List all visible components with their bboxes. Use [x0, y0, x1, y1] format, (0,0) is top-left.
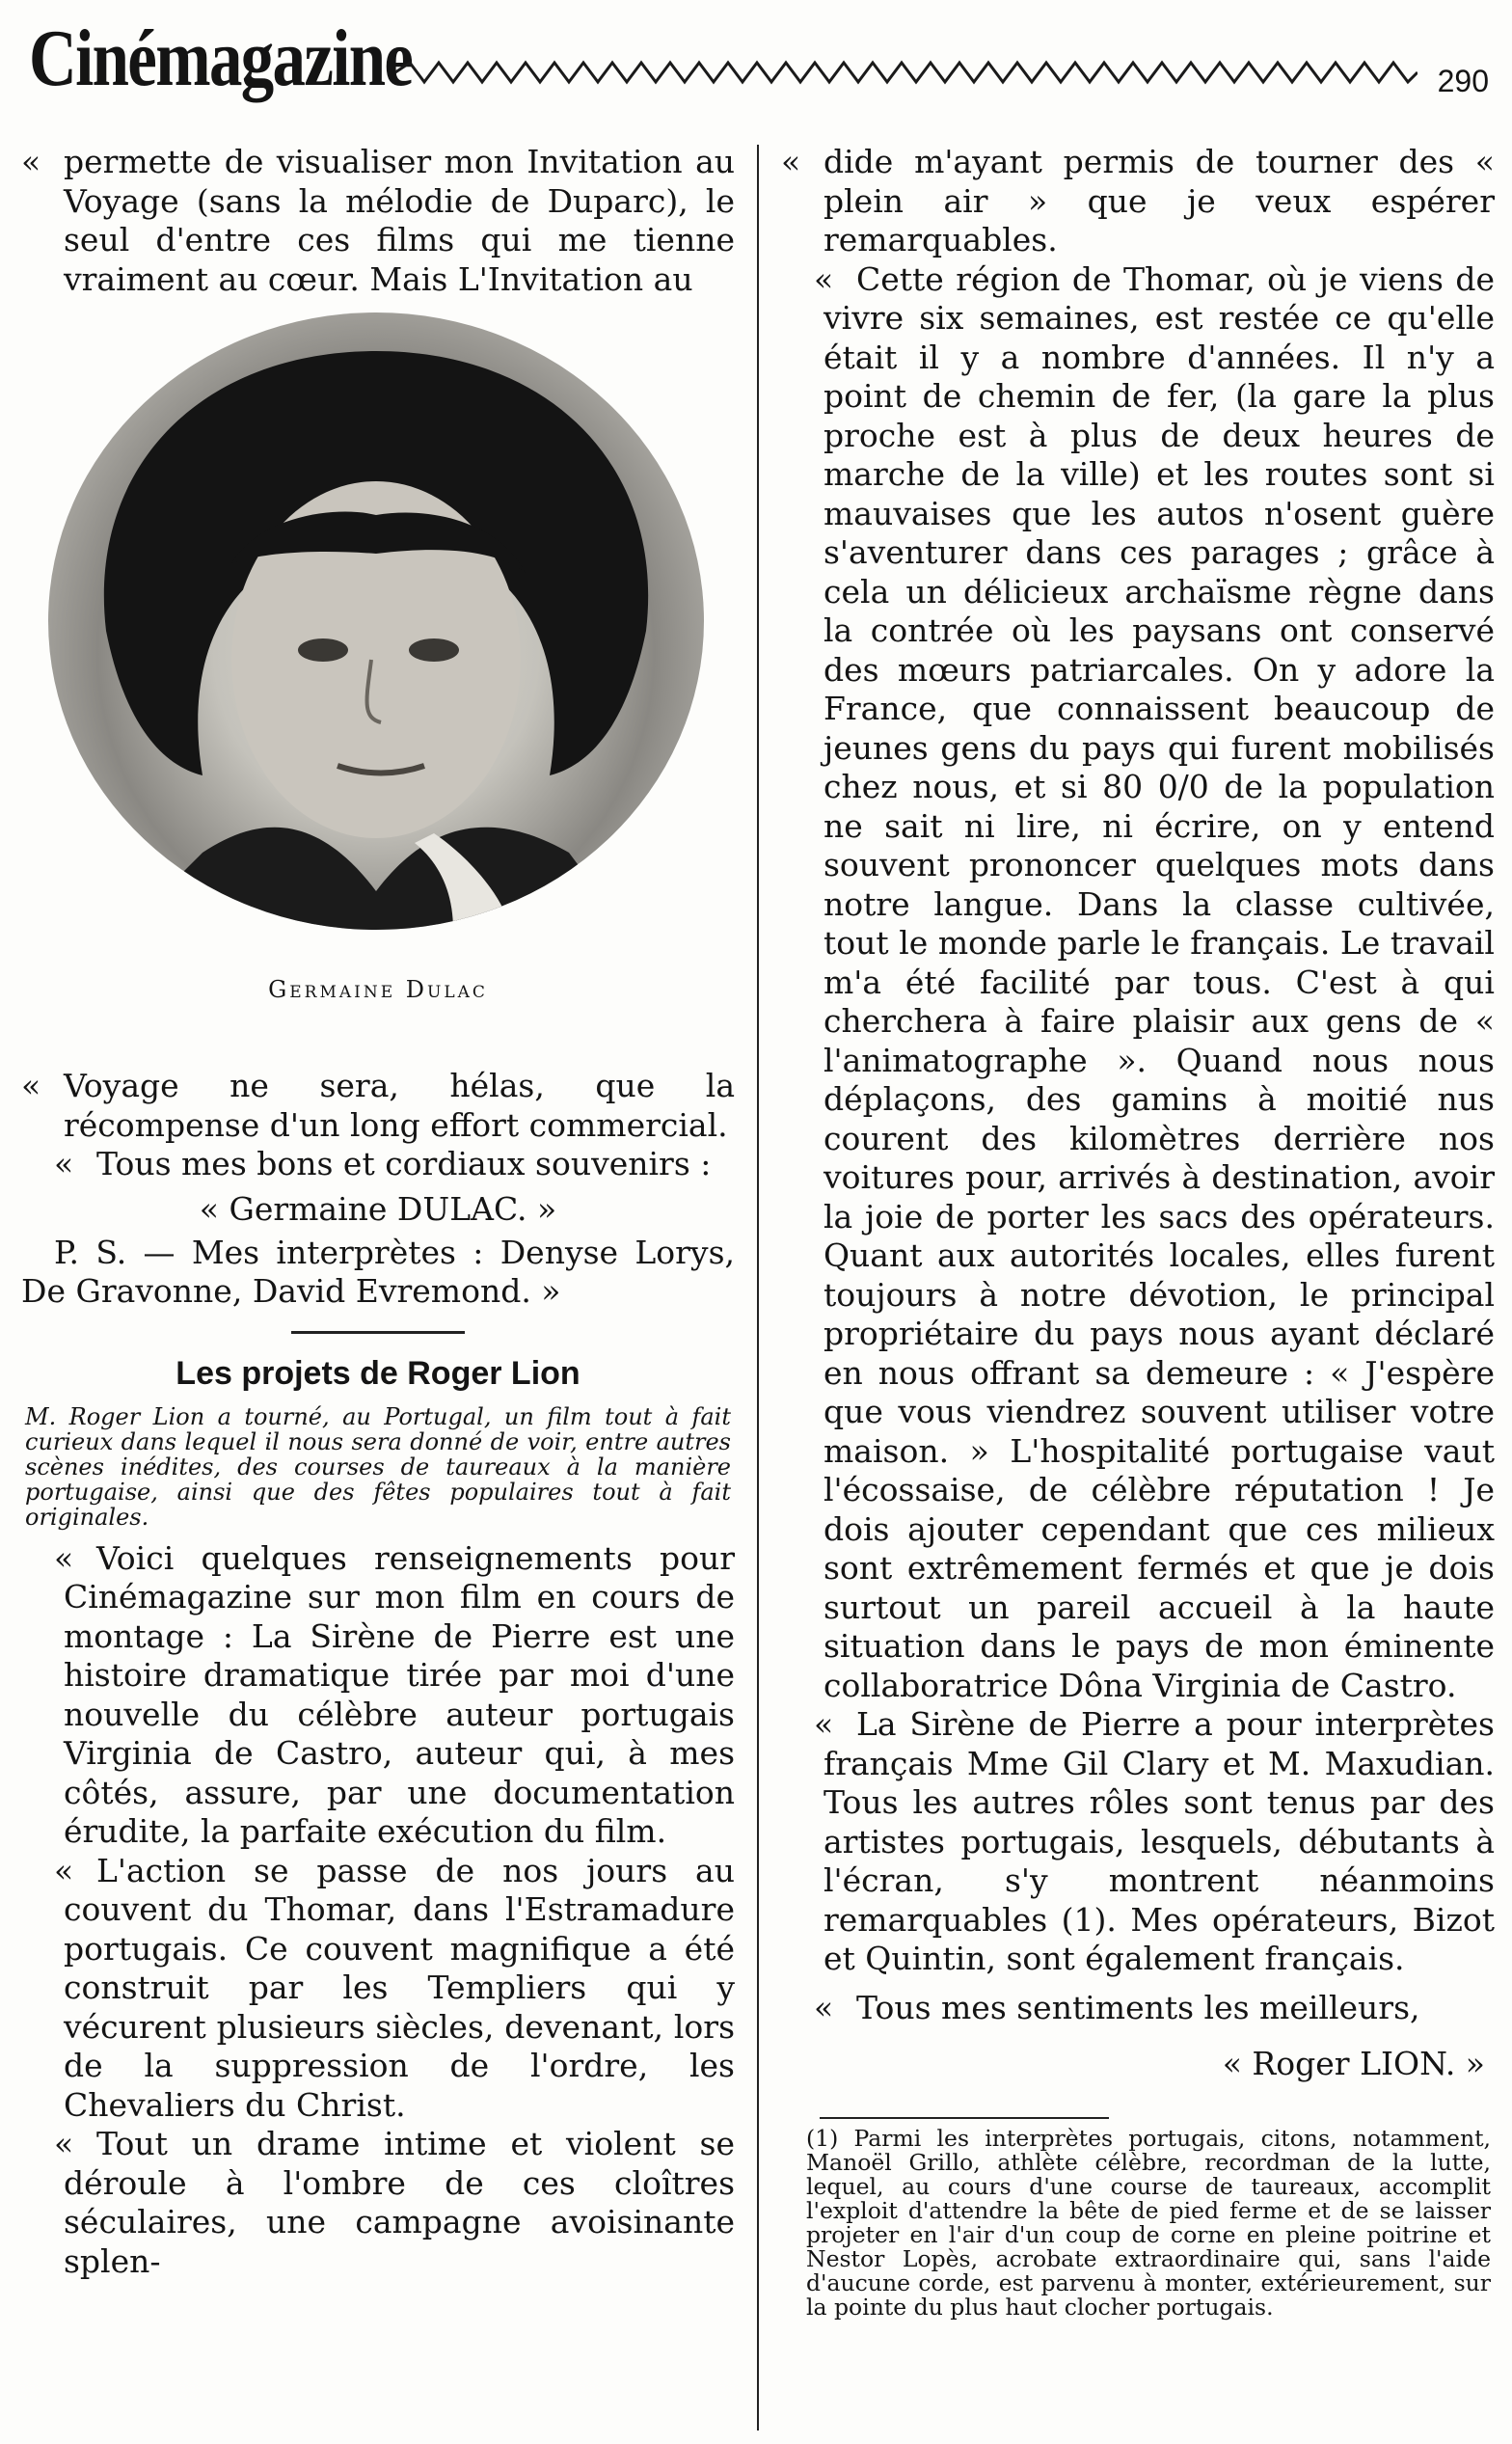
- portrait-illustration: [48, 312, 704, 930]
- signature-dulac: « Germaine DULAC. »: [199, 1189, 557, 1228]
- paragraph: « Tous mes sentiments les meilleurs,: [814, 1988, 1420, 2026]
- paragraph: « dide m'ayant permis de tourner des « plein air » que je veux espérer remarquables.: [781, 143, 1495, 258]
- right-column: [781, 143, 1495, 2320]
- signature-lion: « Roger LION. »: [1222, 2045, 1485, 2082]
- postscript: P. S. — Mes interprètes : Denyse Lorys, De Gravonne, David Evremond. »: [21, 1233, 735, 1310]
- masthead: [17, 10, 1493, 106]
- paragraph: « L'action se passe de nos jours au couvent du Thomar, dans l'Estramadure portugais. Ce couvent magnifique a été construit par les Templiers qui y vécurent plusieurs siècles, devenant, lors de la suppression de l'ordre, les Chevaliers du Christ.: [54, 1851, 735, 2124]
- left-column: [21, 143, 735, 2281]
- paragraph: « Tous mes bons et cordiaux souvenirs :: [54, 1145, 712, 1182]
- section-intro: M. Roger Lion a tourné, au Portugal, un film tout à fait curieux dans lequel il nous sera donné de voir, entre autres scènes inédites, des courses de taureaux à la manière portugaise, ainsi que des fêtes populaires tout à fait originales.: [25, 1402, 731, 1531]
- paragraph: « Tout un drame intime et violent se déroule à l'ombre de ces cloîtres séculaires, une campagne avoisinante splen-: [54, 2125, 735, 2280]
- footnote: (1) Parmi les interprètes portugais, citons, notamment, Manoël Grillo, athlète célèbre, recordman de la lutte, lequel, au cours d'une course de taureaux, accomplit l'exploit d'attendre la bête de pied ferme et de se laisser projeter en l'air d'un coup de corne en pleine poitrine et Nestor Lopès, acrobate extraordinaire qui, sans l'aide d'aucune corde, est parvenu à monter, extérieurement, sur la pointe du plus haut clocher portugais.: [806, 2125, 1491, 2321]
- paragraph: « Voyage ne sera, hélas, que la récompense d'un long effort commercial.: [21, 1067, 735, 1144]
- section-rule: [291, 1331, 465, 1334]
- footnote-rule: [820, 2117, 1109, 2119]
- paragraph: « Cette région de Thomar, où je viens de vivre six semaines, est restée ce qu'elle était il y a nombre d'années. Il n'y a point de chemin de fer, (la gare la plus proche est à plus de deux heures de marche de la ville) et les routes sont si mauvaises que les autos n'osent guère s'aventurer dans ces parages ; grâce à cela un délicieux archaïsme règne dans la contrée où les paysans ont conservé des mœurs patriarcales. On y adore la France, que connaissent beaucoup de jeunes gens du pays qui furent mobilisés chez nous, et si 80 0/0 de la population ne sait ni lire, ni écrire, on y entend souvent prononcer quelques mots dans notre langue. Dans la classe cultivée, tout le monde parle le français. Le travail m'a été facilité par tous. C'est à qui cherchera à faire plaisir aux gens de « l'animatographe ». Quand nous nous déplaçons, des gamins à moitié nus courent des kilomètres derrière nos voitures pour, arrivés à destination, avoir la joie de porter les sacs des opérateurs. Quant aux autorités locales, elles furent toujours à notre dévotion, le principal propriétaire du pays nous ayant déclaré en nous offrant sa demeure : « J'espère que vous viendrez souvent utiliser votre maison. » L'hospitalité portugaise vaut l'écossaise, de célèbre réputation ! Je dois ajouter cependant que ces milieux sont extrêmement fermés et que je dois surtout un pareil accueil à la haute situation dans le pays de mon éminente collaboratrice Dôna Virginia de Castro.: [814, 259, 1495, 1704]
- paragraph: « Voici quelques renseignements pour Cinémagazine sur mon film en cours de montage : La Sirène de Pierre est une histoire dramatique tirée par moi d'une nouvelle du célèbre auteur portugais Virginia de Castro, auteur qui, à mes côtés, assure, par une documentation érudite, la parfaite exécution du film.: [54, 1538, 735, 1850]
- column-divider: [757, 145, 759, 2430]
- photo-caption: Germaine Dulac: [268, 976, 488, 1003]
- portrait-photo: [21, 312, 735, 930]
- wavy-rule: [395, 60, 1418, 85]
- paragraph: « La Sirène de Pierre a pour interprètes français Mme Gil Clary et M. Maxudian. Tous les autres rôles sont tenus par des artistes portugais, lesquels, débutants à l'écran, s'y montrent néanmoins remarquables (1). Mes opérateurs, Bizot et Quintin, sont également français.: [814, 1705, 1495, 1977]
- section-title: Les projets de Roger Lion: [176, 1354, 580, 1392]
- paragraph: « permette de visualiser mon Invitation au Voyage (sans la mélodie de Duparc), le seul d'entre ces films qui me tienne vraiment au cœur. Mais L'Invitation au: [21, 143, 735, 298]
- page-number: 290: [1437, 64, 1489, 98]
- magazine-logo: Cinémagazine: [29, 14, 413, 103]
